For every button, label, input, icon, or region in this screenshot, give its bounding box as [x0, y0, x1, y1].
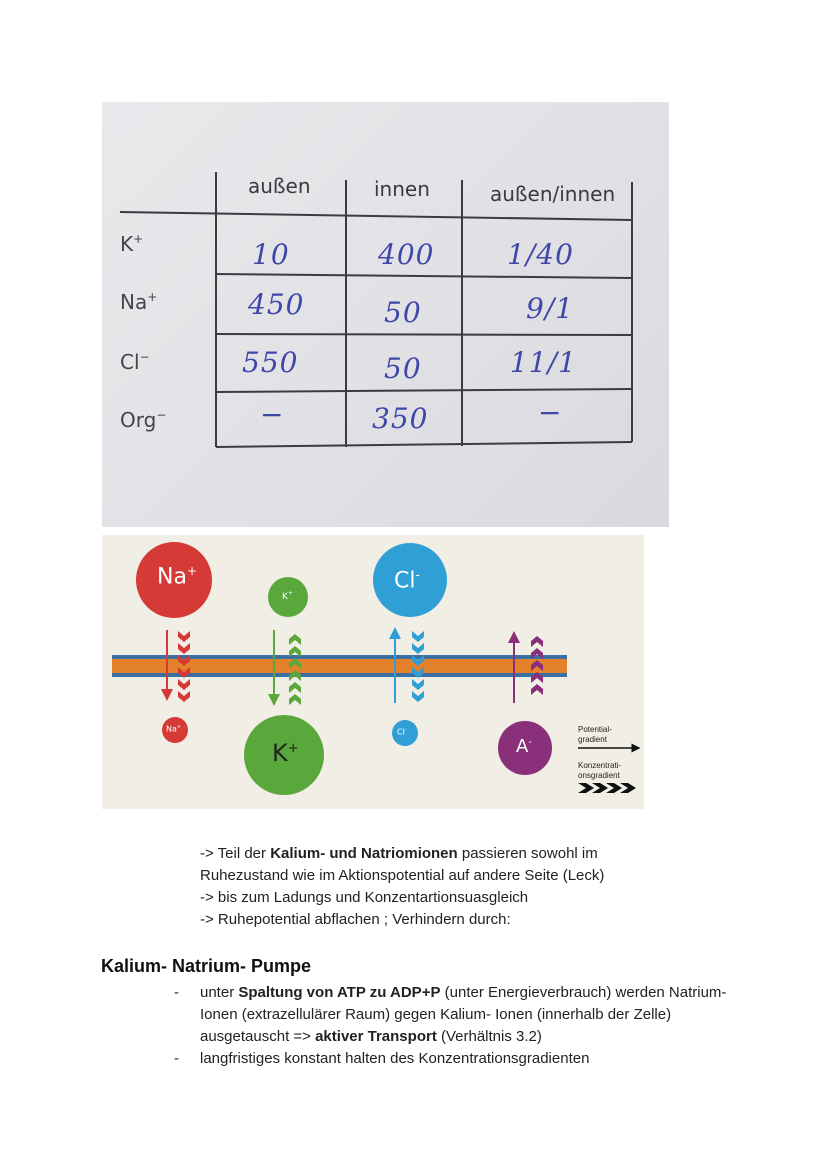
header-aussen: außen	[248, 174, 311, 198]
membrane-diagram-photo	[102, 535, 644, 809]
note-line: Ruhezustand wie im Aktionspotential auf andere Seite (Leck)	[200, 867, 605, 884]
table-photo	[102, 102, 669, 527]
cell-value: 450	[248, 288, 305, 321]
cl-small-label: Cl-	[397, 727, 407, 737]
na-small-label: Na+	[166, 724, 182, 734]
bullet-list	[170, 982, 730, 1070]
legend-concentration-chevrons	[578, 783, 636, 793]
cell-value: 1/40	[507, 238, 574, 271]
header-innen: innen	[374, 177, 430, 201]
note-line: -> Teil der Kalium- und Natriomionen passieren sowohl im	[200, 845, 598, 862]
notes-block	[200, 843, 720, 931]
ion-label: Org−	[120, 408, 167, 432]
list-item: - unter Spaltung von ATP zu ADP+P (unter Energieverbrauch) werden Natrium-Ionen (extrazellulärer Raum) gegen Kalium- Ionen (innerhalb der Zelle) ausgetauscht => aktiver Transport (Verhältnis 3.2)	[174, 984, 727, 1045]
cell-value: 50	[384, 352, 422, 385]
a-label: A-	[516, 736, 532, 757]
na-large-label: Na+	[157, 564, 198, 590]
cell-value: −	[538, 396, 563, 429]
ion-label: K+	[120, 232, 144, 256]
cell-value: 550	[242, 346, 299, 379]
cl-large-label: Cl-	[394, 568, 420, 594]
cell-value: 350	[372, 402, 429, 435]
a-concentration-chevrons	[531, 636, 543, 695]
ion-label: Cl−	[120, 350, 150, 374]
note-line: -> Ruhepotential abflachen ; Verhindern durch:	[200, 911, 511, 928]
legend-concentration-label: Konzentrati- onsgradient	[578, 761, 622, 780]
legend-potential-label: Potential- gradient	[578, 725, 612, 744]
cell-value: 9/1	[526, 292, 575, 325]
cell-value: −	[260, 398, 285, 431]
section-heading: Kalium- Natrium- Pumpe	[101, 956, 312, 976]
cell-value: 400	[378, 238, 435, 271]
k-small-label: K+	[282, 590, 293, 602]
ion-label: Na+	[120, 290, 158, 314]
cell-value: 50	[384, 296, 422, 329]
k-large-label: K+	[272, 739, 299, 767]
cell-value: 10	[252, 238, 290, 271]
list-item: - langfristiges konstant halten des Konzentrationsgradienten	[174, 1050, 590, 1067]
cell-value: 11/1	[510, 346, 577, 379]
header-ratio: außen/innen	[490, 182, 616, 206]
note-line: -> bis zum Ladungs und Konzentartionsuasgleich	[200, 889, 529, 906]
